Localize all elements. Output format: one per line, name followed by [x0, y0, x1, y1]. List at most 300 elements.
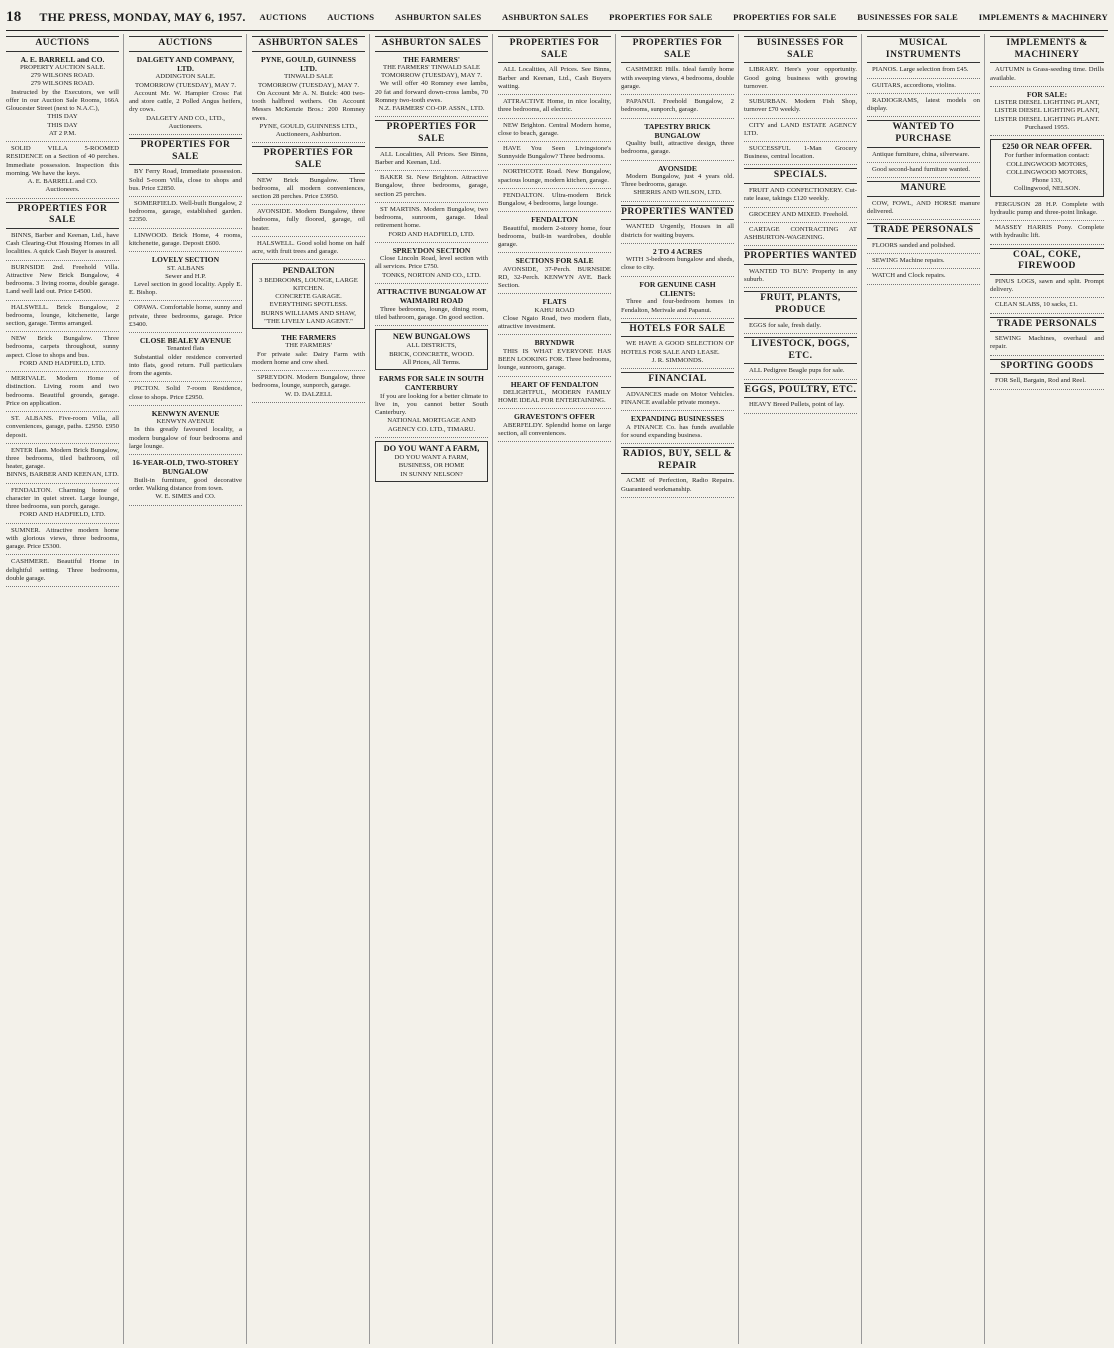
- ad-signature: SHERRIS AND WILSON, LTD.: [633, 189, 722, 197]
- ad-body: CITY and LAND ESTATE AGENCY LTD.: [744, 121, 857, 137]
- ad-title: EXPANDING BUSINESSES: [630, 414, 725, 424]
- classified-ad: [744, 187, 857, 207]
- ad-body: CASHMERE. Beautiful Home in delightful setting. Three bedrooms, double garage.: [6, 558, 119, 582]
- ad-body: NEW Brighton. Central Modern home, close to beach, garage.: [498, 121, 611, 137]
- ad-body: DELIGHTFUL, MODERN FAMILY HOME IDEAL FOR ENTERTAINING.: [498, 388, 611, 405]
- classified-ad: [867, 151, 980, 163]
- column-6: [621, 34, 739, 1344]
- ad-body: SPREYDON. Modern Bungalow, three bedrooms, lounge, sunporch, garage.: [252, 374, 365, 390]
- ad-title: 16-YEAR-OLD, TWO-STOREY BUNGALOW: [132, 458, 239, 477]
- ad-signature: FORD AND HADFIELD, LTD.: [19, 511, 106, 519]
- ad-title: THE FARMERS': [402, 54, 461, 64]
- classified-ad: [867, 200, 980, 220]
- column-1: [6, 34, 124, 1344]
- ad-signature: "THE LIVELY LAND AGENT.": [264, 317, 353, 325]
- classified-ad: [129, 168, 242, 197]
- ad-title: FENDALTON: [531, 215, 578, 225]
- classified-ad: [498, 122, 611, 142]
- classified-ad: [867, 272, 980, 284]
- section-heading: PROPERTIES FOR SALE: [498, 36, 611, 63]
- ad-body: CLEAN SLABS, 10 sacks, £1.: [995, 301, 1078, 309]
- classified-ad: [375, 374, 488, 438]
- ad-body: Quality built, attractive design, three bedrooms, garage.: [621, 140, 734, 156]
- header-auctions-1: AUCTIONS: [259, 12, 307, 22]
- ad-line: Tenanted flats: [166, 345, 205, 353]
- ad-body: WITH 3-bedroom bungalow and sheds, close to city.: [621, 256, 734, 272]
- classified-ad: [990, 377, 1104, 389]
- classified-ad: [498, 145, 611, 165]
- boxed-advertisement: [252, 263, 365, 329]
- ad-line: TOMORROW (TUESDAY), MAY 7.: [257, 81, 359, 89]
- ad-signature: FORD AND HADFIELD, LTD.: [388, 230, 475, 238]
- ad-title: NEW BUNGALOWS: [392, 332, 471, 342]
- ad-signature: FORD AND HADFIELD, LTD.: [19, 359, 106, 367]
- ad-line: ST. ALBANS: [166, 264, 205, 272]
- classified-ad: [867, 257, 980, 269]
- classified-ad: [990, 224, 1104, 244]
- ad-body: LINWOOD. Brick Home, 4 rooms, kitchenette, garage. Deposit £600.: [129, 231, 242, 247]
- ad-body: BY Ferry Road, Immediate possession. Solid 5-room Villa, close to shops and bus. Price £2850.: [129, 168, 242, 192]
- ad-body: SUCCESSFUL 1-Man Grocery Business, central location.: [744, 144, 857, 161]
- classified-ad: [129, 55, 242, 135]
- classified-ad: [621, 122, 734, 161]
- ad-body: BURNSIDE 2nd. Freehold Villa. Attractive New Brick Bungalow, 4 bedrooms. 3 living rooms, double garage. Land well laid out. Price £4500.: [6, 263, 119, 296]
- ad-body: BAKER St. New Brighton. Attractive Bungalow, three bedrooms, garage, section 25 perches.: [375, 174, 488, 198]
- ad-body: NEW Brick Bungalow. Three bedrooms, all modern conveniences, section 28 perches. Price £3950.: [252, 176, 365, 201]
- ad-body: Good second-hand furniture wanted.: [872, 165, 971, 173]
- section-heading: EGGS, POULTRY, ETC.: [744, 383, 857, 399]
- ad-body: Level section in good locality. Apply E. E. Bishop.: [129, 280, 242, 297]
- ad-body: EGGS for sale, fresh daily.: [749, 321, 821, 329]
- section-heading: FINANCIAL: [621, 372, 734, 388]
- ad-line: LISTER DIESEL LIGHTING PLANT.: [994, 115, 1100, 123]
- classified-ad: [498, 192, 611, 212]
- ad-title: AVONSIDE: [658, 163, 697, 173]
- classified-ad: [621, 414, 734, 444]
- ad-body: AVONSIDE. Modern Bungalow, three bedrooms, fully floored, garage, oil heater.: [252, 208, 365, 232]
- classified-ad: [6, 527, 119, 556]
- ad-body: BINNS, Barber and Keenan, Ltd., have Cash Clearing-Out Housing Homes in all localities. A quick Cash Buyer is assured.: [6, 231, 119, 256]
- ad-signature: J. R. SIMMONDS.: [651, 356, 704, 364]
- section-heading: ASHBURTON SALES: [252, 36, 365, 52]
- section-heading: PROPERTIES WANTED: [744, 249, 857, 265]
- header-businesses: BUSINESSES FOR SALE: [857, 12, 958, 22]
- classified-ad: [129, 255, 242, 301]
- ad-body: We will offer 40 Romney ewe lambs, 20 fat and forward down-cross lambs, 70 Romney two-tooth ewes.: [375, 80, 488, 104]
- ad-body: If you are looking for a better climate to live in, you cannot better South Canterbury.: [375, 392, 488, 417]
- ad-signature: TONKS, NORTON AND CO., LTD.: [382, 271, 481, 279]
- header-auctions-2: AUCTIONS: [327, 12, 375, 22]
- classified-ad: [129, 409, 242, 455]
- ad-title: FOR GENUINE CASH CLIENTS:: [639, 279, 716, 298]
- ad-body: MASSEY HARRIS Pony. Complete with hydraulic lift.: [990, 224, 1104, 240]
- classified-ad: [744, 226, 857, 246]
- section-heading: PROPERTIES FOR SALE: [252, 146, 365, 173]
- ad-body: HALSWELL. Good solid home on half acre, with fruit trees and garage.: [252, 239, 365, 256]
- ad-signature: Purchased 1955.: [1024, 123, 1070, 131]
- ad-line: KENWYN AVENUE: [156, 418, 215, 426]
- classified-ad: [621, 340, 734, 369]
- ad-line: Sewer and H.P.: [165, 272, 206, 280]
- ad-body: Three bedrooms, lounge, dining room, tiled bathroom, garage. On good section.: [375, 305, 488, 321]
- classified-ad: [498, 168, 611, 188]
- section-heading: LIVESTOCK, DOGS, ETC.: [744, 337, 857, 364]
- classified-ad: [252, 55, 365, 144]
- ad-body: SEWING Machine repairs.: [872, 257, 945, 265]
- classified-ad: [867, 66, 980, 78]
- ad-body: WANTED TO BUY: Property in any suburb.: [744, 267, 857, 284]
- section-heading: HOTELS FOR SALE: [621, 322, 734, 338]
- classified-ad: [252, 177, 365, 206]
- classified-ad: [990, 66, 1104, 86]
- section-heading: SPORTING GOODS: [990, 359, 1104, 375]
- ad-body: Close Ngaio Road, two modern flats, attractive investment.: [498, 315, 611, 331]
- section-heading: SPECIALS.: [744, 168, 857, 184]
- ad-body: ALL Localities, All Prices. See Binns, Barber and Keenan, Ltd.: [375, 150, 488, 166]
- ad-body: Account Mr. W. Hampier Cross: Fat and store cattle, 2 Polled Angus heifers, dry cows.: [129, 89, 242, 114]
- ad-signature: PYNE, GOULD, GUINNESS LTD.,: [259, 122, 358, 130]
- classified-ad: [990, 335, 1104, 355]
- ad-body: GUITARS, accordions, violins.: [872, 81, 956, 89]
- classified-ad: [744, 145, 857, 165]
- ad-line: 3 BEDROOMS, LOUNGE, LARGE KITCHEN.: [259, 276, 358, 292]
- header-ashburton-2: ASHBURTON SALES: [502, 12, 589, 22]
- section-heading: MUSICAL INSTRUMENTS: [867, 36, 980, 63]
- ad-body: In this greatly favoured locality, a modern bungalow of four bedrooms and large lounge.: [129, 426, 242, 450]
- classified-ad: [6, 264, 119, 301]
- ad-signature: Auctioneers.: [168, 122, 203, 130]
- boxed-advertisement: [375, 329, 488, 370]
- ad-body: AVONSIDE, 37-Perch. BURNSIDE RD, 32-Perch. KENWYN AVE. Back Section.: [498, 265, 611, 290]
- ad-title: SPREYDON SECTION: [392, 245, 471, 255]
- ad-signature: BINNS, BARBER AND KEENAN, LTD.: [6, 471, 119, 479]
- page-number: 18: [6, 8, 22, 25]
- classified-ad: [744, 122, 857, 142]
- ad-signature: W. D. DALZELL: [284, 390, 333, 398]
- ad-signature: N.Z. FARMERS' CO-OP. ASSN., LTD.: [378, 105, 485, 113]
- ad-title: LOVELY SECTION: [151, 255, 220, 265]
- column-3: [252, 34, 370, 1344]
- ad-title: A. E. BARRELL and CO.: [20, 54, 105, 64]
- ad-title: TAPESTRY BRICK BUNGALOW: [644, 121, 711, 140]
- ad-body: ST MARTINS. Modern Bungalow, two bedrooms, sunroom, garage. Ideal retirement home.: [375, 205, 488, 230]
- section-heading: AUCTIONS: [129, 36, 242, 52]
- ad-line: LISTER DIESEL LIGHTING PLANT,: [994, 99, 1100, 107]
- classified-ad: [129, 385, 242, 405]
- ad-line: DO YOU WANT A FARM,: [394, 454, 469, 462]
- ad-title: DALGETY AND COMPANY, LTD.: [136, 54, 235, 73]
- ad-body: SUMNER. Attractive modern home with glorious views, three bedrooms, garage. Price £5300.: [6, 526, 119, 551]
- classified-ad: [252, 374, 365, 403]
- column-7: [744, 34, 862, 1344]
- ad-body: Close Lincoln Road, level section with all services. Price £750.: [375, 255, 488, 271]
- ad-body: THIS IS WHAT EVERYONE HAS BEEN LOOKING FOR. Three bedrooms, lounge, sunroom, garage.: [498, 347, 611, 372]
- ad-body: ADVANCES made on Motor Vehicles. FINANCE available private moneys.: [621, 390, 734, 407]
- ad-body: PIANOS. Large selection from £45.: [872, 66, 969, 74]
- column-8: [867, 34, 985, 1344]
- ad-body: FENDALTON. Ultra-modern Brick Bungalow, 4 bedrooms, large lounge.: [498, 191, 611, 208]
- classified-ad: [867, 97, 980, 117]
- ad-title: THE FARMERS: [281, 333, 336, 343]
- classified-ad: [621, 280, 734, 319]
- classified-columns: [6, 34, 1108, 1344]
- section-heading: TRADE PERSONALS: [867, 223, 980, 239]
- ad-body: HALSWELL. Brick Bungalow, 2 bedrooms, lounge, kitchenette, large section, garage. Terms arranged.: [6, 303, 119, 327]
- ad-line: BUSINESS, OR HOME: [398, 462, 465, 470]
- classified-ad: [129, 336, 242, 382]
- classified-ad: [6, 55, 119, 142]
- ad-body: SOLID VILLA 5-ROOMED RESIDENCE on a Section of 40 perches. Immediate possession. Inspection this morning. We have the keys.: [6, 145, 119, 177]
- classified-ad: [744, 401, 857, 413]
- ad-line: 279 WILSONS ROAD.: [30, 72, 95, 80]
- ad-body: Modern Bungalow, just 4 years old. Three bedrooms, garage.: [621, 172, 734, 189]
- ad-body: FRUIT AND CONFECTIONERY. Cut-rate lease, takings £120 weekly.: [744, 187, 857, 203]
- date-line: THE PRESS, MONDAY, MAY 6, 1957.: [39, 9, 246, 24]
- classified-ad: [498, 98, 611, 118]
- ad-signature: W. E. SIMES and CO.: [155, 493, 216, 501]
- ad-body: Beautiful, modern 2-storey home, four bedrooms, built-in wardrobes, double garage.: [498, 224, 611, 249]
- classified-ad: [744, 268, 857, 288]
- masthead: [6, 4, 1108, 31]
- classified-ad: [621, 164, 734, 202]
- ad-body: SUBURBAN. Modern Fish Shop, turnover £70 weekly.: [744, 98, 857, 114]
- section-heading: MANURE: [867, 181, 980, 197]
- classified-ad: [990, 90, 1104, 136]
- ad-body: FERGUSON 28 H.P. Complete with hydraulic pump and three-point linkage.: [990, 200, 1104, 216]
- section-headers: [260, 12, 1108, 22]
- header-ashburton-1: ASHBURTON SALES: [394, 12, 482, 22]
- ad-body: ENTER Ilam. Modern Brick Bungalow, three bedrooms, tiled bathroom, oil heater, garage.: [6, 446, 119, 471]
- ad-body: COW, FOWL, AND HORSE manure delivered.: [867, 199, 980, 215]
- section-heading: IMPLEMENTS & MACHINERY: [990, 36, 1104, 63]
- classified-ad: [375, 287, 488, 326]
- classified-ad: [6, 304, 119, 333]
- ad-title: PENDALTON: [282, 266, 335, 276]
- classified-ad: [129, 304, 242, 333]
- ad-body: ACME of Perfection, Radio Repairs. Guaranteed workmanship.: [621, 477, 734, 493]
- header-properties-1: PROPERTIES FOR SALE: [609, 12, 713, 22]
- ad-signature: THIS DAY: [47, 113, 78, 121]
- section-heading: BUSINESSES FOR SALE: [744, 36, 857, 63]
- classified-ad: [498, 380, 611, 410]
- classified-ad: [744, 367, 857, 379]
- section-heading: PROPERTIES FOR SALE: [375, 120, 488, 147]
- classified-ad: [621, 66, 734, 95]
- classified-ad: [375, 151, 488, 171]
- ad-line: EVERYTHING SPOTLESS.: [269, 301, 348, 309]
- ad-body: LIBRARY. Here's your opportunity. Good going business with growing turnover.: [744, 66, 857, 90]
- ad-title: HEART OF FENDALTON: [510, 379, 599, 389]
- ad-body: PICTON. Solid 7-room Residence, close to shops. Price £2950.: [129, 385, 242, 401]
- classified-ad: [6, 558, 119, 587]
- section-heading: RADIOS, BUY, SELL & REPAIR: [621, 447, 734, 474]
- ad-title: KENWYN AVENUE: [151, 408, 220, 418]
- ad-line: For further information contact:: [1004, 152, 1090, 160]
- classified-ad: [375, 246, 488, 284]
- ad-line: THE FARMERS' TINWALD SALE: [383, 64, 480, 71]
- ad-title: ATTRACTIVE BUNGALOW AT WAIMAIRI ROAD: [376, 286, 487, 306]
- classified-ad: [990, 278, 1104, 298]
- boxed-advertisement: [990, 139, 1104, 197]
- ad-title: PYNE, GOULD, GUINNESS LTD.: [261, 54, 356, 73]
- classified-ad: [744, 98, 857, 118]
- ad-title: FARMS FOR SALE IN SOUTH CANTERBURY: [379, 374, 484, 393]
- classified-ad: [867, 82, 980, 94]
- column-5: [498, 34, 616, 1344]
- section-heading: FRUIT, PLANTS, PRODUCE: [744, 291, 857, 318]
- classified-ad: [6, 145, 119, 198]
- ad-body: WANTED Urgently, Houses in all districts for waiting buyers.: [621, 223, 734, 239]
- classified-ad: [621, 391, 734, 411]
- ad-line: COLLINGWOOD MOTORS,: [1006, 160, 1088, 168]
- ad-body: WE HAVE A GOOD SELECTION OF HOTELS FOR SALE AND LEASE.: [621, 340, 734, 356]
- ad-body: AUTUMN is Grass-seeding time. Drills available.: [990, 66, 1104, 82]
- classified-ad: [621, 477, 734, 497]
- ad-title: CLOSE BEALEY AVENUE: [139, 336, 232, 346]
- ad-body: A FINANCE Co. has funds available for sound expanding business.: [621, 423, 734, 439]
- ad-title: £250 OR NEAR OFFER.: [1002, 142, 1092, 152]
- classified-ad: [498, 256, 611, 294]
- ad-line: Collingwood, NELSON.: [1013, 185, 1081, 193]
- header-properties-2: PROPERTIES FOR SALE: [733, 12, 837, 22]
- classified-ad: [6, 487, 119, 524]
- ad-body: ALL Pedigree Beagle pups for sale.: [749, 367, 845, 375]
- classified-ad: [375, 206, 488, 243]
- ad-body: Substantial older residence converted into flats, good return. Full particulars from the agents.: [129, 353, 242, 378]
- header-implements: IMPLEMENTS & MACHINERY: [978, 12, 1108, 22]
- section-heading: PROPERTIES FOR SALE: [6, 202, 119, 229]
- ad-line: TOMORROW (TUESDAY), MAY 7.: [134, 81, 236, 89]
- ad-signature: AT 2 P.M.: [48, 129, 76, 137]
- classified-ad: [498, 66, 611, 95]
- ad-body: FENDALTON. Charming home of character in quiet street. Large lounge, three bedrooms, sun porch, garage.: [6, 486, 119, 511]
- boxed-advertisement: [375, 441, 488, 482]
- ad-body: FLOORS sanded and polished.: [872, 241, 956, 249]
- ad-line: 279 WILSONS ROAD.: [30, 80, 95, 88]
- classified-ad: [6, 335, 119, 372]
- ad-body: ST. ALBANS. Five-room Villa, all conveniences, garage, paths. £2950. £950 deposit.: [6, 415, 119, 439]
- ad-line: ADDINGTON SALE.: [155, 73, 216, 81]
- ad-title: 2 TO 4 ACRES: [652, 246, 703, 256]
- classified-ad: [129, 200, 242, 229]
- ad-line: PROPERTY AUCTION SALE.: [20, 64, 105, 71]
- ad-line: LISTER DIESEL LIGHTING PLANT,: [994, 107, 1100, 115]
- classified-ad: [375, 174, 488, 203]
- classified-ad: [621, 223, 734, 243]
- ad-body: ABERFELDY. Splendid home on large section, all conveniences.: [498, 421, 611, 437]
- ad-body: SEWING Machines, overhaul and repair.: [990, 335, 1104, 351]
- ad-body: FOR Sell, Bargain, Rod and Reel.: [995, 377, 1086, 385]
- ad-body: On Account Mr A. N. Buick: 400 two-tooth halfbred wethers. On Account Messrs McKenzie Bros.: 200 Romney ewes.: [252, 89, 365, 122]
- ad-body: Built-in furniture, good decorative order. Walking distance from town.: [129, 476, 242, 493]
- classified-ad: [252, 208, 365, 237]
- section-heading: PROPERTIES FOR SALE: [129, 138, 242, 165]
- classified-ad: [990, 301, 1104, 313]
- ad-body: Instructed by the Executors, we will offer in our Auction Sale Rooms, 166A Gloucester Street (next to N.A.C.),: [6, 88, 119, 113]
- ad-line: TINWALD SALE: [284, 73, 333, 81]
- ad-body: ATTRACTIVE Home, in nice locality, three bedrooms, all electric.: [498, 98, 611, 114]
- ad-body: Antique furniture, china, silverware.: [872, 150, 970, 158]
- ad-signature: BURNS WILLIAMS AND SHAW,: [261, 309, 356, 317]
- classified-ad: [867, 242, 980, 254]
- classified-ad: [498, 338, 611, 376]
- ad-line: Phone 133,: [1031, 177, 1063, 185]
- ad-body: For private sale: Dairy Farm with modern home and cow shed.: [252, 350, 365, 366]
- classified-ad: [252, 240, 365, 260]
- ad-title: SECTIONS FOR SALE: [515, 256, 594, 266]
- ad-body: ALL Localities, All Prices. See Binns, Barber and Keenan, Ltd., Cash Buyers waiting.: [498, 66, 611, 90]
- ad-body: CARTAGE CONTRACTING AT ASHBURTON-WAGENING.: [744, 225, 857, 242]
- classified-ad: [375, 55, 488, 118]
- classified-ad: [129, 232, 242, 252]
- classified-ad: [867, 166, 980, 178]
- ad-signature: DALGETY AND CO., LTD.,: [146, 114, 225, 122]
- ad-line: COLLINGWOOD MOTORS,: [1006, 168, 1088, 176]
- ad-title: FLATS: [542, 297, 567, 307]
- ad-body: GROCERY AND MIXED. Freehold.: [749, 210, 849, 218]
- classified-ad: [6, 447, 119, 484]
- column-2: [129, 34, 247, 1344]
- ad-body: PAPANUI. Freehold Bungalow, 2 bedrooms, sunporch, garage.: [621, 98, 734, 114]
- ad-line: All Prices, All Terms.: [402, 358, 461, 366]
- ad-body: NORTHCOTE Road. New Bungalow, spacious lounge, modern kitchen, garage.: [498, 168, 611, 184]
- ad-line: BRICK, CONCRETE, WOOD.: [389, 350, 474, 358]
- classified-ad: [498, 297, 611, 335]
- ad-line: THE FARMERS': [285, 342, 332, 350]
- classified-ad: [744, 211, 857, 223]
- ad-signature: THIS DAY: [47, 121, 78, 129]
- section-heading: COAL, COKE, FIREWOOD: [990, 248, 1104, 275]
- ad-signature: A. E. BARRELL and CO.: [27, 178, 98, 186]
- column-9: [990, 34, 1108, 1344]
- ad-body: CASHMERE Hills. Ideal family home with sweeping views, 4 bedrooms, double garage.: [621, 66, 734, 90]
- ad-title: DO YOU WANT A FARM,: [383, 443, 480, 453]
- ad-body: WATCH and Clock repairs.: [872, 272, 946, 280]
- classified-ad: [744, 66, 857, 95]
- ad-body: PINUS LOGS, sawn and split. Prompt delivery.: [990, 277, 1104, 294]
- ad-title: FOR SALE:: [1026, 89, 1068, 99]
- ad-signature: Auctioneers.: [45, 186, 80, 194]
- ad-line: ALL DISTRICTS,: [406, 342, 457, 350]
- column-4: [375, 34, 493, 1344]
- classified-ad: [6, 415, 119, 444]
- ad-body: Three and four-bedroom homes in Fendalton, Merivale and Papanui.: [621, 298, 734, 314]
- classified-ad: [6, 375, 119, 412]
- section-heading: AUCTIONS: [6, 36, 119, 52]
- ad-body: SOMERFIELD. Well-built Bungalow, 2 bedrooms, garage, established garden. £2350.: [129, 200, 242, 224]
- ad-body: HAVE You Seen Livingstone's Sunnyside Bungalow? Three bedrooms.: [498, 144, 611, 161]
- section-heading: TRADE PERSONALS: [990, 317, 1104, 333]
- ad-signature: Auctioneers, Ashburton.: [275, 130, 342, 138]
- classified-ad: [621, 98, 734, 118]
- ad-line: CONCRETE GARAGE.: [275, 293, 342, 301]
- ad-title: BRYNDWR: [534, 338, 575, 348]
- ad-signature: NATIONAL MORTGAGE AND AGENCY CO. LTD., TIMARU.: [387, 417, 476, 433]
- ad-title: GRAVESTON'S OFFER: [514, 412, 595, 422]
- classified-ad: [744, 322, 857, 334]
- classified-ad: [6, 232, 119, 261]
- ad-body: OPAWA. Comfortable home, sunny and private, three bedrooms, garage. Price £3400.: [129, 304, 242, 328]
- section-heading: WANTED TO PURCHASE: [867, 120, 980, 147]
- ad-body: NEW Brick Bungalow. Three bedrooms, carpets throughout, sunny aspect. Close to shops and bus.: [6, 335, 119, 359]
- ad-line: IN SUNNY NELSON?: [400, 470, 463, 478]
- classified-ad: [252, 333, 365, 371]
- classified-ad: [129, 458, 242, 505]
- ad-body: RADIOGRAMS, latest models on display.: [867, 96, 980, 113]
- section-heading: ASHBURTON SALES: [375, 36, 488, 52]
- ad-body: MERIVALE. Modern Home of distinction. Living room and two bedrooms. Beautiful grounds, garage. Price on application.: [6, 375, 119, 407]
- ad-line: TOMORROW (TUESDAY), MAY 7.: [380, 72, 482, 80]
